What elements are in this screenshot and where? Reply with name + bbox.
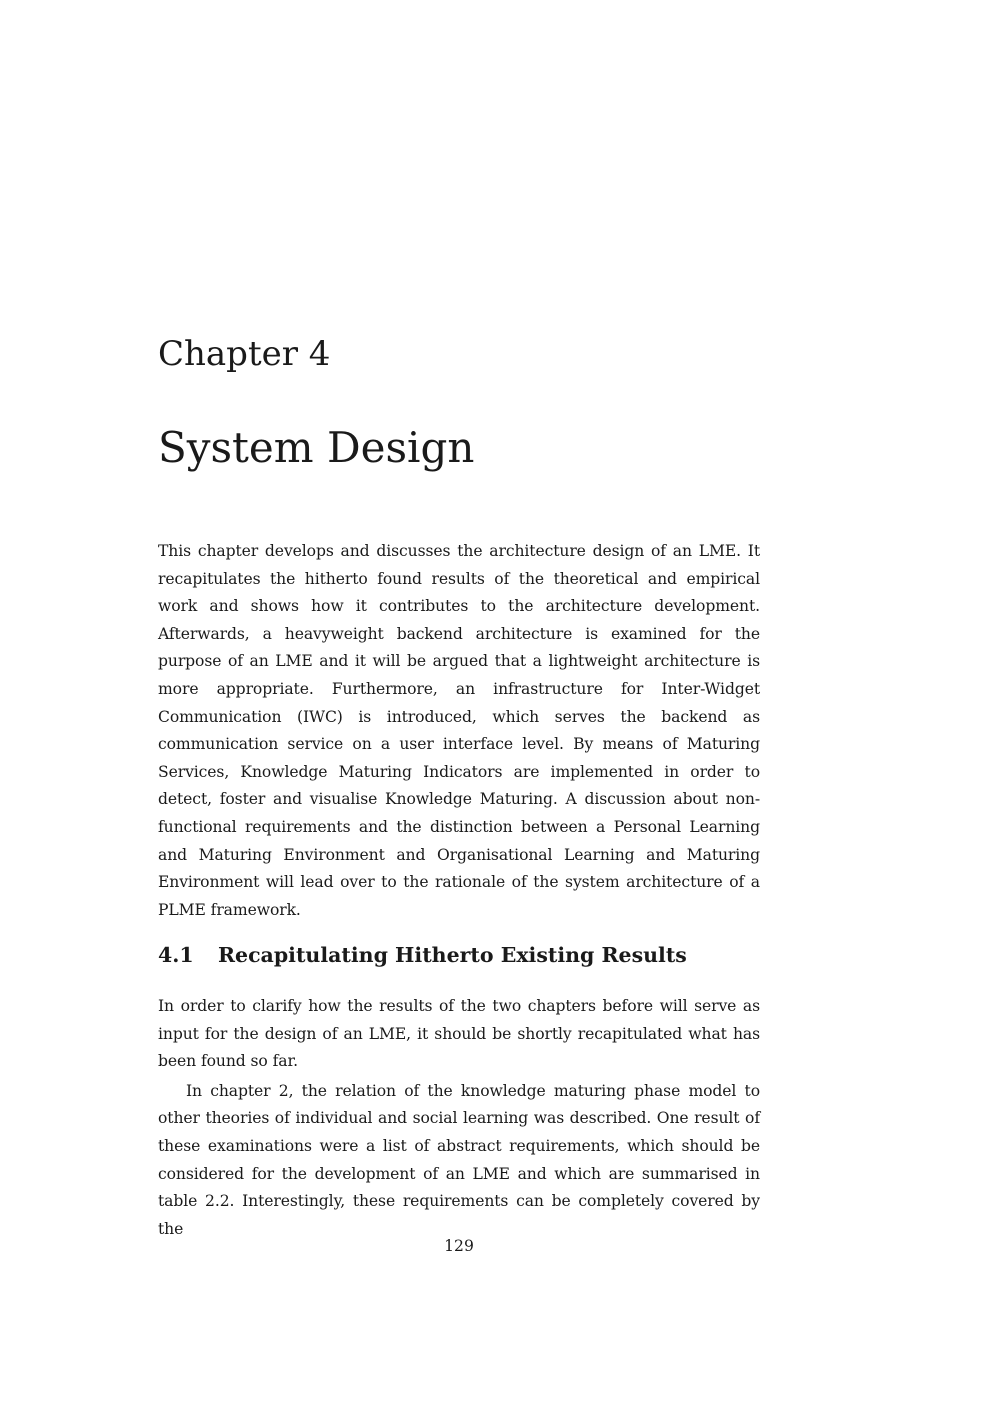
chapter-intro [158,538,760,924]
section-title: Recapitulating Hitherto Existing Results [218,943,687,967]
page-number: 129 [444,1237,474,1255]
section-number: 4.1 [158,943,194,967]
chapter-title: System Design [158,423,475,472]
body-paragraph: In chapter 2, the relation of the knowledge maturing phase model to other theories of individual and social learning was described. One result of these examinations were a list of abstract requirements, which should be considered for the development of an LME and which are summarised in table 2.2. Interestingly, these requirements can be completely covered by the [158,1081,760,1238]
body-paragraph: In order to clarify how the results of the two chapters before will serve as input for the design of an LME, it should be shortly recapitulated what has been found so far. [158,997,760,1071]
chapter-label: Chapter 4 [158,334,331,374]
section-body [158,993,760,1243]
section-heading [158,938,687,972]
intro-paragraph: This chapter develops and discusses the architecture design of an LME. It recapitulates the hitherto found results of the theoretical and empirical work and shows how it contributes to the architecture development. Afterwards, a heavyweight backend architecture is examined for the purpose of an LME and it will be argued that a lightweight architecture is more appropriate. Furthermore, an infrastructure for Inter-Widget Communication (IWC) is introduced, which serves the backend as communication service on a user interface level. By means of Maturing Services, Knowledge Maturing Indicators are implemented in order to detect, foster and visualise Knowledge Maturing. A discussion about non-functional requirements and the distinction between a Personal Learning and Maturing Environment and Organisational Learning and Maturing Environment will lead over to the rationale of the system architecture of a PLME framework. [158,542,760,919]
